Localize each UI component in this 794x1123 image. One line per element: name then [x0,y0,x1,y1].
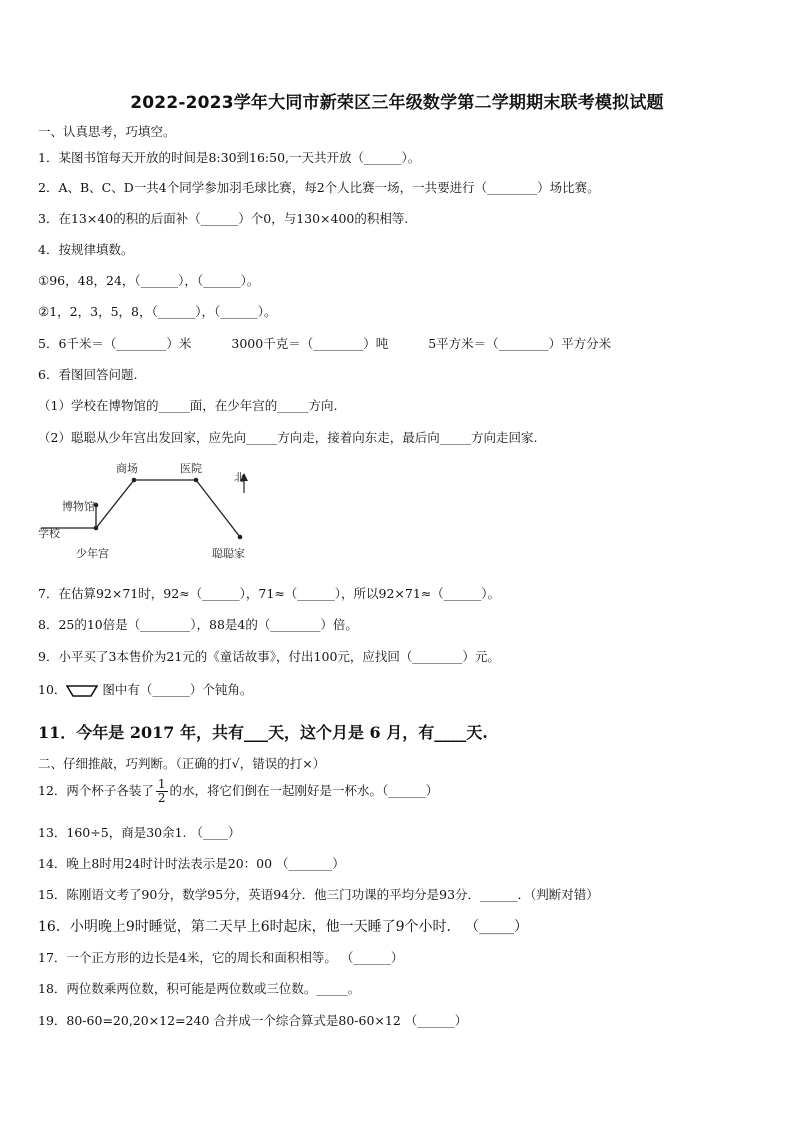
question-16: 16．小明晚上9时睡觉，第二天早上6时起床，他一天睡了9个小时． （_____） [38,919,528,935]
question-4: 4．按规律填数。 [38,242,134,257]
shop-point [132,478,137,483]
home-point [238,535,243,540]
question-8: 8．25的10倍是（________），88是4的（________）倍。 [38,617,358,632]
route-map [36,455,276,575]
one-half-fraction [156,778,168,805]
question-5-part-b: 3000千克＝（________）吨 [231,336,389,351]
question-11: 11．今年是 2017 年，共有___天，这个月是 6 月，有____天. [38,723,488,742]
question-12-prefix: 12．两个杯子各装了 [38,783,154,798]
question-19: 19．80-60=20,20×12=240 合并成一个综合算式是80-60×12 （______） [38,1013,468,1028]
fraction-numerator: 1 [157,777,166,791]
section-2-heading: 二、仔细推敲，巧判断。（正确的打√，错误的打×） [38,756,326,771]
page-title: 2022-2023学年大同市新荣区三年级数学第二学期期末联考模拟试题 [130,93,664,113]
question-13: 13．160÷5，商是30余1. （____） [38,825,241,840]
question-10-number: 10． [38,682,67,697]
question-12 [38,778,438,805]
question-10 [38,680,252,698]
question-5 [38,334,611,352]
hospital-point [194,478,199,483]
map-label-hospital: 医院 [180,462,202,475]
map-label-north: 北 [234,471,245,484]
fraction-denominator: 2 [157,791,166,805]
question-4-part-1: ①96，48，24，（______），（______）。 [38,273,260,288]
map-label-home: 聪聪家 [212,547,245,560]
map-label-youth-palace: 少年宫 [76,547,109,560]
question-9: 9．小平买了3本售价为21元的《童话故事》，付出100元，应找回（________）元。 [38,649,500,664]
question-6-part-2: （2）聪聪从少年宫出发回家，应先向_____方向走，接着向东走，最后向_____方向走回家. [38,430,538,445]
question-5-part-c: 5平方米＝（________）平方分米 [428,336,612,351]
trapezoid-figure-icon [66,684,98,698]
question-17: 17．一个正方形的边长是4米，它的周长和面积相等。 （______） [38,950,404,965]
question-7: 7．在估算92×71时，92≈（______），71≈（______），所以92×71≈（______）。 [38,586,501,601]
youth-palace-point [94,526,99,531]
question-6-part-1: （1）学校在博物馆的_____面，在少年宫的_____方向. [38,398,338,413]
question-1: 1．某图书馆每天开放的时间是8:30到16:50,一天共开放（______）。 [38,150,421,165]
map-label-shop: 商场 [116,462,138,475]
question-14: 14．晚上8时用24时计时法表示是20：00 （_______） [38,856,345,871]
map-label-museum: 博物馆 [62,500,95,513]
question-3: 3．在13×40的积的后面补（______）个0，与130×400的积相等. [38,211,409,226]
question-6: 6．看图回答问题. [38,367,138,382]
map-label-school: 学校 [38,527,60,540]
section-1-heading: 一、认真思考，巧填空。 [38,124,176,139]
question-15: 15．陈刚语文考了90分，数学95分，英语94分．他三门功课的平均分是93分．______．（判断对错） [38,887,599,902]
question-2: 2．A、B、C、D一共4个同学参加羽毛球比赛，每2个人比赛一场，一共要进行（________）场比赛。 [38,180,600,195]
question-12-suffix: 的水，将它们倒在一起刚好是一杯水。（______） [169,783,439,798]
question-5-part-a: 5．6千米＝（________）米 [38,336,192,351]
question-18: 18．两位数乘两位数，积可能是两位数或三位数。_____。 [38,981,361,996]
question-4-part-2: ②1，2，3，5，8，（______），（______）。 [38,304,277,319]
question-10-text: 图中有（______）个钝角。 [102,682,253,697]
